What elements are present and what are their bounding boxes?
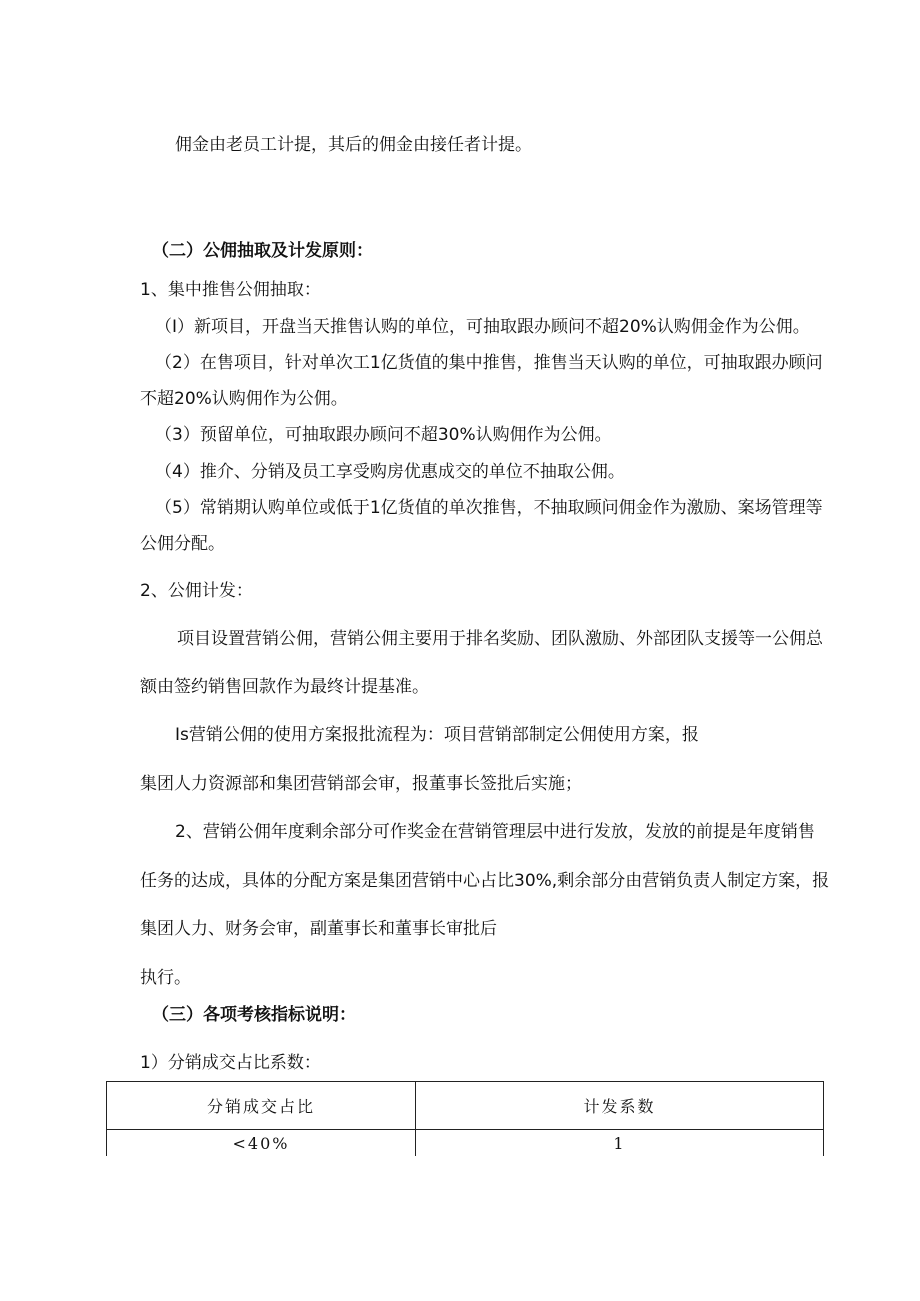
- paragraph-bonus-line2: 任务的达成，具体的分配方案是集团营销中心占比30%,剩余部分由营销负责人制定方案，报: [140, 871, 830, 891]
- list-item-1: （I）新项目，开盘当天推售认购的单位，可抽取跟办顾问不超20%认购佣金作为公佣。: [155, 317, 810, 337]
- paragraph-pool-purpose-line1: 项目设置营销公佣，营销公佣主要用于排名奖励、团队激励、外部团队支援等一公佣总: [177, 629, 823, 649]
- subheading-distribution-ratio: 1）分销成交占比系数：: [140, 1053, 321, 1073]
- paragraph-commission-handover: 佣金由老员工计提，其后的佣金由接任者计提。: [175, 135, 532, 155]
- section-heading-3: （三）各项考核指标说明：: [152, 1005, 356, 1025]
- paragraph-bonus-line1: 2、营销公佣年度剩余部分可作奖金在营销管理层中进行发放，发放的前提是年度销售: [175, 822, 815, 842]
- paragraph-pool-purpose-line2: 额由签约销售回款作为最终计提基准。: [140, 677, 429, 697]
- distribution-ratio-table: [106, 1081, 824, 1156]
- table-row: [107, 1130, 824, 1157]
- paragraph-bonus-line4: 执行。: [140, 968, 191, 988]
- list-item-5-line2: 公佣分配。: [140, 534, 225, 554]
- paragraph-bonus-line3: 集团人力、财务会审，副董事长和董事长审批后: [140, 919, 497, 939]
- list-item-3: （3）预留单位，可抽取跟办顾问不超30%认购佣作为公佣。: [155, 425, 612, 445]
- list-item-5-line1: （5）常销期认购单位或低于1亿货值的单次推售，不抽取顾问佣金作为激励、案场管理等: [155, 498, 823, 518]
- table-header-coefficient: 计发系数: [416, 1082, 824, 1130]
- list-item-4: （4）推介、分销及员工享受购房优惠成交的单位不抽取公佣。: [155, 462, 625, 482]
- list-item-2-line2: 不超20%认购佣作为公佣。: [140, 389, 348, 409]
- paragraph-approval-flow-line2: 集团人力资源部和集团营销部会审，报董事长签批后实施；: [140, 774, 582, 794]
- subheading-pool-extraction: 1、集中推售公佣抽取：: [140, 280, 321, 300]
- table-cell-coefficient: 1: [416, 1130, 824, 1157]
- paragraph-approval-flow-line1: Is营销公佣的使用方案报批流程为：项目营销部制定公佣使用方案，报: [175, 725, 699, 745]
- table-header-row: [107, 1082, 824, 1130]
- table-header-ratio: 分销成交占比: [107, 1082, 416, 1130]
- list-item-2-line1: （2）在售项目，针对单次工1亿货值的集中推售，推售当天认购的单位，可抽取跟办顾问: [155, 353, 823, 373]
- subheading-pool-distribution: 2、公佣计发：: [140, 581, 253, 601]
- table-cell-ratio: <40%: [107, 1130, 416, 1157]
- section-heading-2: （二）公佣抽取及计发原则：: [152, 241, 373, 261]
